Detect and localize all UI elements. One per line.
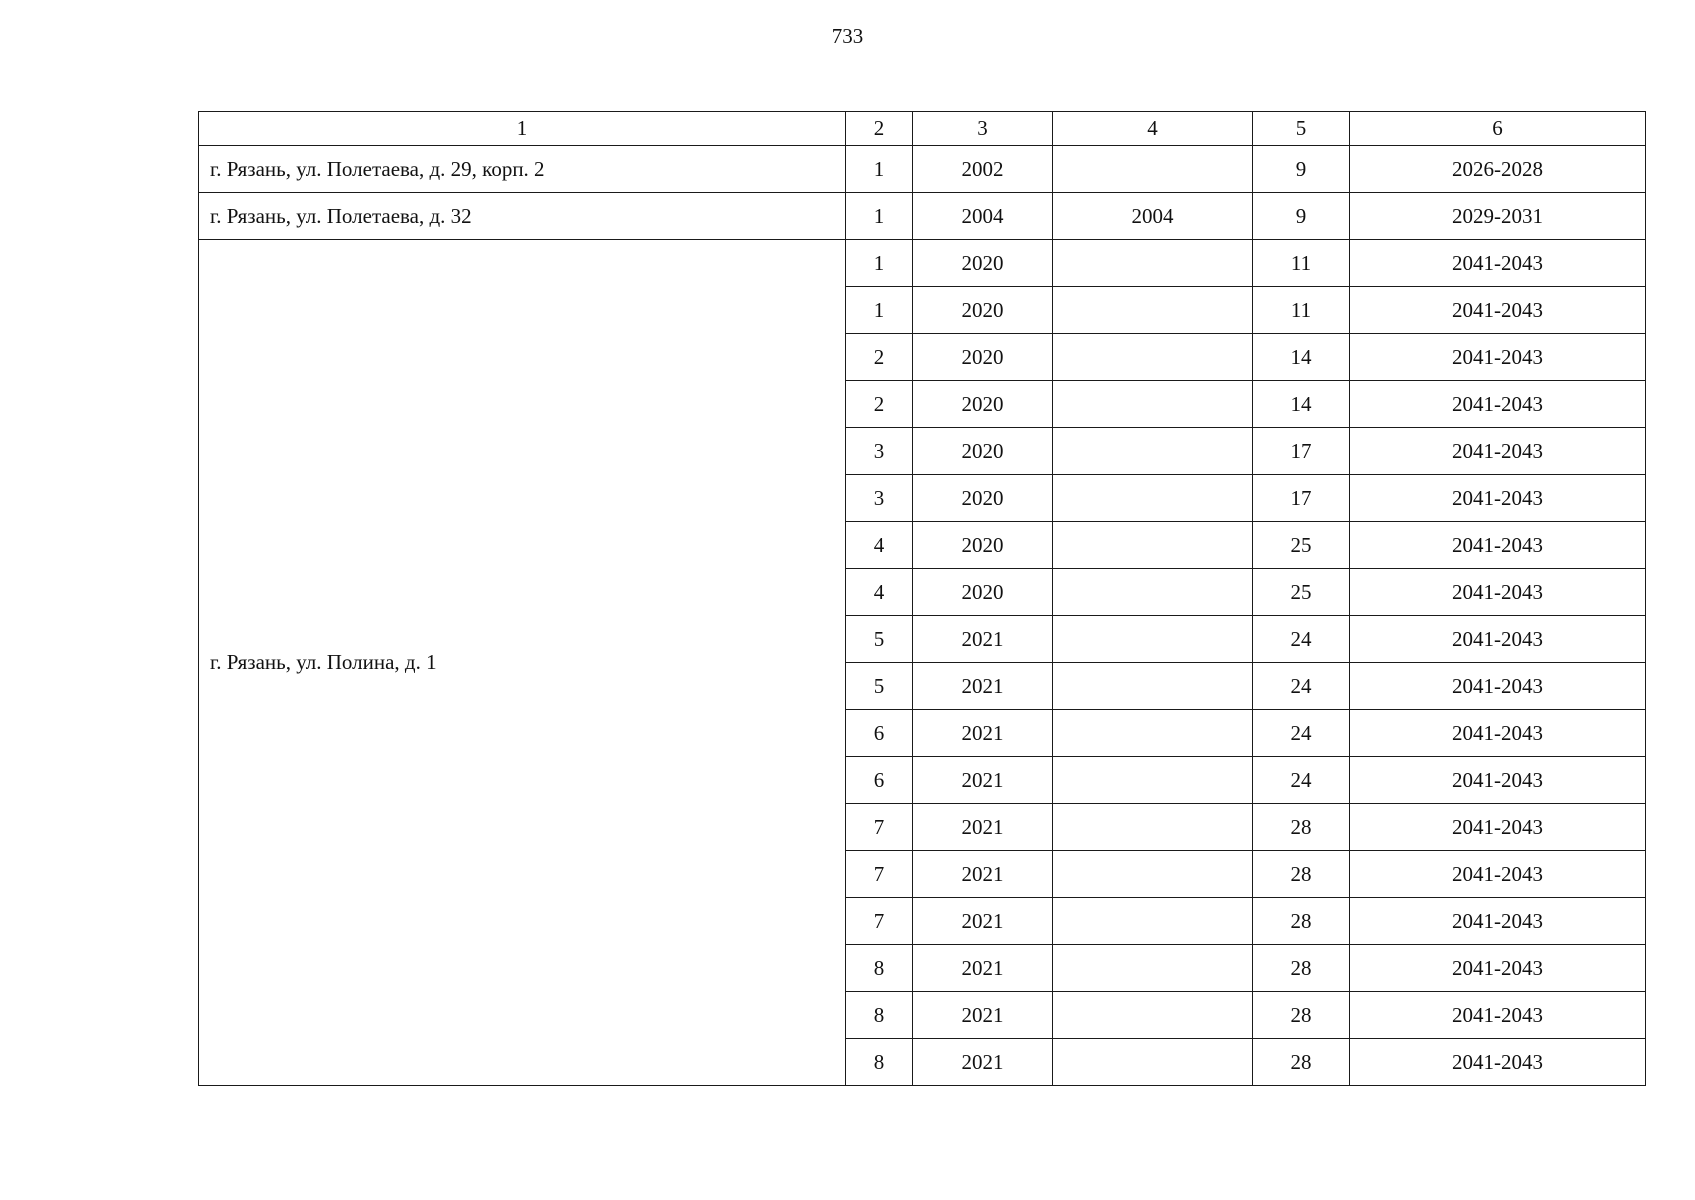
cell-c3: 2021 [913,616,1053,663]
cell-c5: 28 [1253,851,1350,898]
cell-c2: 2 [846,334,913,381]
address-cell: г. Рязань, ул. Полетаева, д. 29, корп. 2 [199,146,846,193]
cell-c6: 2029-2031 [1350,193,1646,240]
cell-c2: 7 [846,804,913,851]
cell-c2: 1 [846,193,913,240]
cell-c5: 28 [1253,804,1350,851]
cell-c4 [1053,569,1253,616]
cell-c5: 14 [1253,334,1350,381]
table-body [199,112,1646,1086]
cell-c5: 24 [1253,663,1350,710]
cell-c5: 11 [1253,240,1350,287]
cell-c6: 2041-2043 [1350,992,1646,1039]
address-cell: г. Рязань, ул. Полина, д. 1 [199,240,846,1086]
cell-c5: 28 [1253,945,1350,992]
cell-c6: 2041-2043 [1350,804,1646,851]
cell-c4: 2004 [1053,193,1253,240]
cell-c2: 7 [846,898,913,945]
cell-c3: 2021 [913,945,1053,992]
cell-c6: 2041-2043 [1350,851,1646,898]
cell-c6: 2041-2043 [1350,569,1646,616]
cell-c5: 25 [1253,522,1350,569]
cell-c2: 6 [846,710,913,757]
cell-c5: 9 [1253,146,1350,193]
cell-c4 [1053,334,1253,381]
cell-c3: 2004 [913,193,1053,240]
table-row [199,240,1646,287]
cell-c5: 25 [1253,569,1350,616]
cell-c3: 2021 [913,1039,1053,1086]
cell-c6: 2041-2043 [1350,710,1646,757]
cell-c3: 2021 [913,757,1053,804]
cell-c3: 2021 [913,663,1053,710]
header-row [199,112,1646,146]
cell-c3: 2021 [913,851,1053,898]
cell-c2: 3 [846,475,913,522]
page-number: 733 [831,24,864,48]
cell-c6: 2041-2043 [1350,757,1646,804]
cell-c3: 2020 [913,428,1053,475]
cell-c4 [1053,992,1253,1039]
cell-c5: 24 [1253,757,1350,804]
column-header-2: 2 [846,112,913,146]
cell-c6: 2041-2043 [1350,616,1646,663]
cell-c3: 2020 [913,287,1053,334]
table-row [199,193,1646,240]
cell-c3: 2020 [913,334,1053,381]
cell-c3: 2020 [913,381,1053,428]
cell-c3: 2002 [913,146,1053,193]
cell-c4 [1053,898,1253,945]
cell-c5: 11 [1253,287,1350,334]
cell-c2: 6 [846,757,913,804]
cell-c3: 2020 [913,569,1053,616]
cell-c6: 2041-2043 [1350,334,1646,381]
cell-c2: 1 [846,287,913,334]
cell-c2: 5 [846,663,913,710]
cell-c4 [1053,381,1253,428]
cell-c6: 2041-2043 [1350,428,1646,475]
cell-c6: 2041-2043 [1350,663,1646,710]
table-row [199,146,1646,193]
cell-c6: 2041-2043 [1350,240,1646,287]
cell-c5: 24 [1253,616,1350,663]
cell-c2: 2 [846,381,913,428]
cell-c6: 2041-2043 [1350,1039,1646,1086]
cell-c4 [1053,287,1253,334]
cell-c3: 2020 [913,240,1053,287]
column-header-5: 5 [1253,112,1350,146]
cell-c4 [1053,945,1253,992]
data-table [198,111,1646,1086]
cell-c6: 2041-2043 [1350,898,1646,945]
address-cell: г. Рязань, ул. Полетаева, д. 32 [199,193,846,240]
cell-c2: 1 [846,240,913,287]
cell-c5: 17 [1253,475,1350,522]
cell-c5: 24 [1253,710,1350,757]
cell-c4 [1053,757,1253,804]
column-header-4: 4 [1053,112,1253,146]
cell-c4 [1053,428,1253,475]
cell-c3: 2021 [913,710,1053,757]
cell-c5: 28 [1253,1039,1350,1086]
cell-c5: 28 [1253,898,1350,945]
cell-c5: 28 [1253,992,1350,1039]
cell-c2: 7 [846,851,913,898]
cell-c4 [1053,804,1253,851]
cell-c2: 3 [846,428,913,475]
cell-c2: 8 [846,992,913,1039]
cell-c4 [1053,663,1253,710]
cell-c6: 2026-2028 [1350,146,1646,193]
cell-c2: 5 [846,616,913,663]
column-header-1: 1 [199,112,846,146]
cell-c4 [1053,616,1253,663]
cell-c2: 1 [846,146,913,193]
column-header-3: 3 [913,112,1053,146]
cell-c3: 2021 [913,804,1053,851]
cell-c6: 2041-2043 [1350,475,1646,522]
cell-c3: 2020 [913,522,1053,569]
cell-c5: 14 [1253,381,1350,428]
cell-c4 [1053,851,1253,898]
cell-c3: 2020 [913,475,1053,522]
cell-c5: 9 [1253,193,1350,240]
cell-c6: 2041-2043 [1350,287,1646,334]
cell-c4 [1053,475,1253,522]
cell-c3: 2021 [913,992,1053,1039]
cell-c6: 2041-2043 [1350,381,1646,428]
column-header-6: 6 [1350,112,1646,146]
cell-c4 [1053,710,1253,757]
cell-c2: 4 [846,569,913,616]
cell-c6: 2041-2043 [1350,522,1646,569]
cell-c2: 8 [846,945,913,992]
cell-c4 [1053,522,1253,569]
cell-c5: 17 [1253,428,1350,475]
cell-c4 [1053,146,1253,193]
cell-c4 [1053,240,1253,287]
cell-c4 [1053,1039,1253,1086]
cell-c2: 8 [846,1039,913,1086]
cell-c2: 4 [846,522,913,569]
cell-c3: 2021 [913,898,1053,945]
cell-c6: 2041-2043 [1350,945,1646,992]
